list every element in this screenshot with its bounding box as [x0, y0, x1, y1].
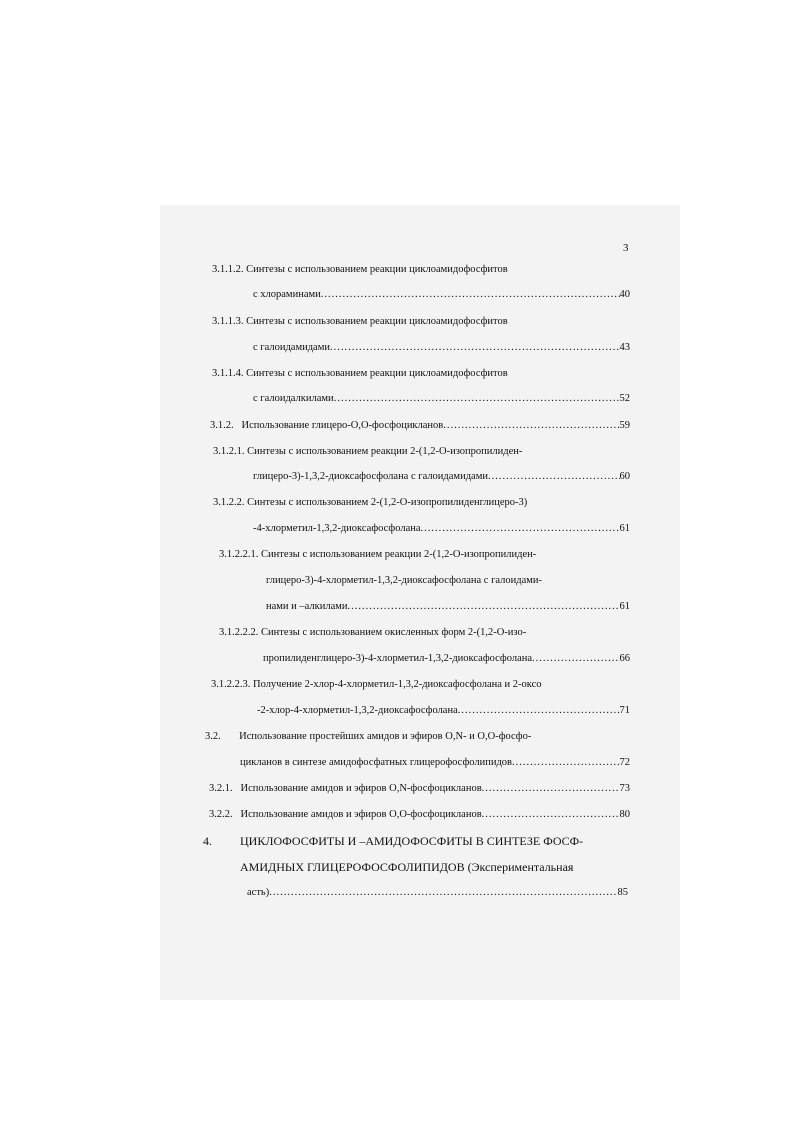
toc-entry-leader[interactable]: 3.1.2. Использование глицеро-О,О-фосфоцикланов ..... 59 [210, 419, 630, 433]
toc-entry-leader[interactable]: пропилиденглицеро-3)-4-хлорметил-1,3,2-диоксафосфолана ..... 66 [263, 652, 630, 666]
toc-entry-leader[interactable]: с галоидалкилами ..... 52 [253, 392, 630, 406]
page-number: 3 [623, 242, 629, 254]
toc-chapter-title-continued: АМИДНЫХ ГЛИЦЕРОФОСФОЛИПИДОВ (Экспериментальная [240, 860, 574, 874]
toc-entry-leader[interactable]: с хлораминами ..... 40 [253, 288, 630, 302]
toc-page-number: 71 [619, 705, 630, 716]
toc-page-number: 43 [619, 342, 630, 353]
toc-chapter-title: ЦИКЛОФОСФИТЫ И –АМИДОФОСФИТЫ В СИНТЕЗЕ ФОСФ- [240, 834, 584, 848]
toc-entry-leader[interactable]: асть) ..... 85 [247, 886, 628, 900]
toc-page-number: 61 [619, 601, 630, 612]
toc-page-number: 80 [619, 809, 630, 820]
toc-entry-leader[interactable]: -4-хлорметил-1,3,2-диоксафосфолана ..... 61 [253, 522, 630, 536]
toc-page-number: 59 [619, 420, 630, 431]
toc-entry-leader[interactable]: 3.2.2. Использование амидов и эфиров О,О-фосфоцикланов ..... 80 [209, 808, 630, 822]
toc-entry-leader[interactable]: с галоидамидами ..... 43 [253, 341, 630, 355]
toc-page-number: 52 [619, 393, 630, 404]
toc-page-number: 66 [619, 653, 630, 664]
toc-chapter-number: 4. [203, 834, 212, 848]
toc-entry-leader[interactable]: нами и –алкилами ..... 61 [266, 600, 630, 614]
toc-page-number: 60 [619, 471, 630, 482]
toc-entry-leader[interactable]: -2-хлор-4-хлорметил-1,3,2-диоксафосфолана ..... 71 [257, 704, 630, 718]
toc-entry-title: 3.1.1.2. Синтезы с использованием реакции циклоамидофосфитов [212, 264, 508, 275]
toc-page-number: 85 [617, 887, 628, 898]
toc-entry-title: 3.1.2.2.3. Получение 2-хлор-4-хлорметил-1,3,2-диоксафосфолана и 2-оксо [211, 679, 542, 690]
toc-page-number: 72 [619, 757, 630, 768]
toc-entry-leader[interactable]: цикланов в синтезе амидофосфатных глицерофосфолипидов ..... 72 [240, 756, 630, 770]
toc-entry-title: 3.1.2.2. Синтезы с использованием 2-(1,2-О-изопропилиденглицеро-3) [213, 497, 528, 508]
toc-entry-title-continued: глицеро-3)-4-хлорметил-1,3,2-диоксафосфолана с галоидами- [266, 575, 543, 586]
toc-entry-title: 3.1.2.2.2. Синтезы с использованием окисленных форм 2-(1,2-О-изо- [219, 627, 527, 638]
toc-entry-title: 3.1.1.4. Синтезы с использованием реакции циклоамидофосфитов [212, 368, 508, 379]
toc-entry-leader[interactable]: глицеро-3)-1,3,2-диоксафосфолана с галоидамидами ..... 60 [253, 470, 630, 484]
toc-page-number: 40 [619, 289, 630, 300]
toc-entry-title: 3.1.1.3. Синтезы с использованием реакции циклоамидофосфитов [212, 316, 508, 327]
toc-entry-leader[interactable]: 3.2.1. Использование амидов и эфиров О,N-фосфоцикланов ..... 73 [209, 782, 630, 796]
toc-page-number: 61 [619, 523, 630, 534]
toc-page-number: 73 [619, 783, 630, 794]
toc-entry-title: 3.2. Использование простейших амидов и эфиров О,N- и О,О-фосфо- [205, 731, 532, 742]
toc-entry-title: 3.1.2.1. Синтезы с использованием реакции 2-(1,2-О-изопропилиден- [213, 446, 523, 457]
toc-entry-title: 3.1.2.2.1. Синтезы с использованием реакции 2-(1,2-О-изопропилиден- [219, 549, 537, 560]
